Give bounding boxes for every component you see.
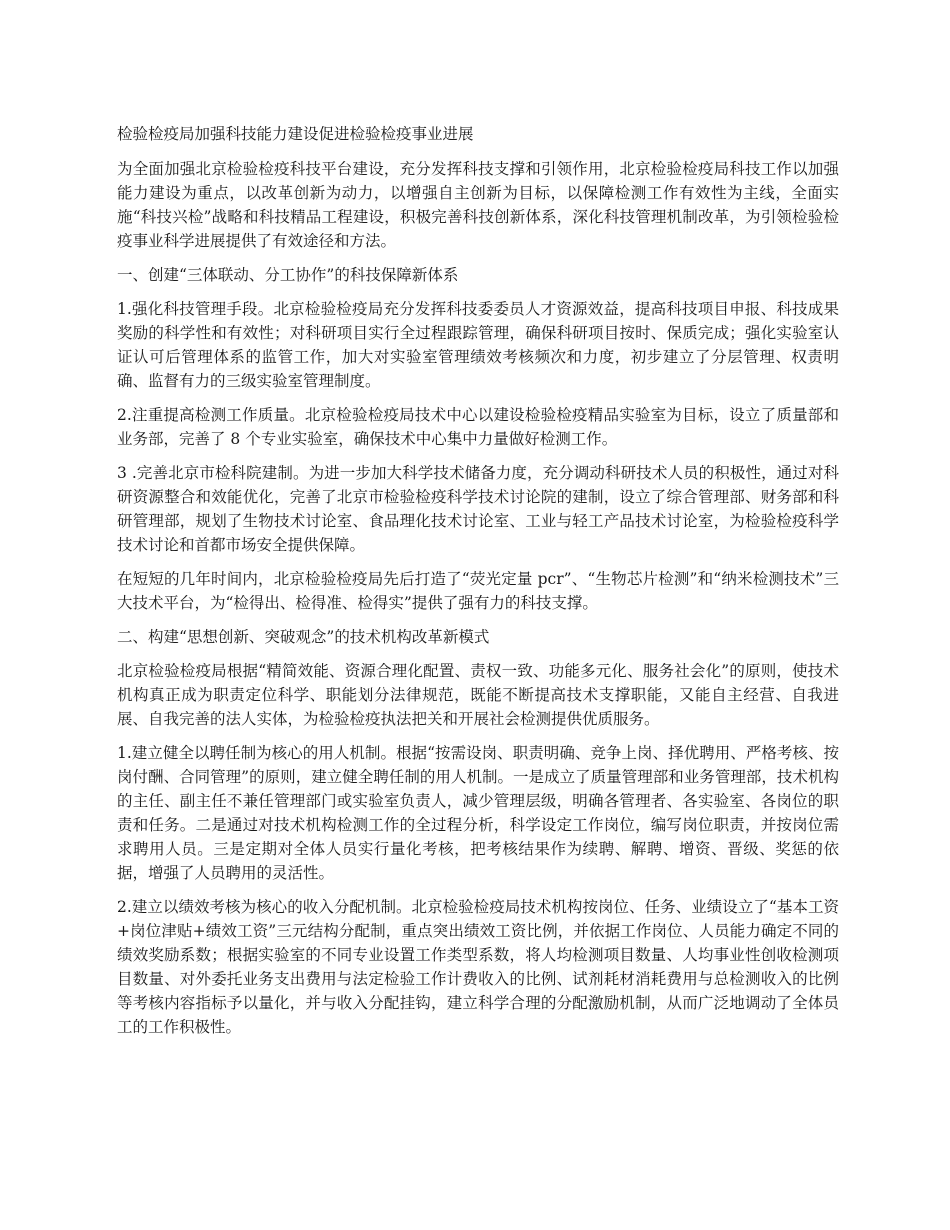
section-1-summary: 在短短的几年时间内，北京检验检疫局先后打造了“荧光定量 pcr”、“生物芯片检测”和“纳米检测技术”三大技术平台，为“检得出、检得准、检得实”提供了强有力的科技支撑。 — [117, 570, 839, 612]
document-title: 检验检疫局加强科技能力建设促进检验检疫事业进展 — [117, 125, 474, 143]
section-2-item-2: 2.建立以绩效考核为核心的收入分配机制。北京检验检疫局技术机构按岗位、任务、业绩设立了“基本工资+岗位津贴+绩效工资”三元结构分配制，重点突出绩效工资比例，并依据工作岗位、人员能力确定不同的绩效奖励系数；根据实验室的不同专业设置工作类型系数，将人均检测项目数量、人均事业性创收检测项目数量、对外委托业务支出费用与法定检验工作计费收入的比例、试剂耗材消耗费用与总检测收入的比例等考核内容指标予以量化，并与收入分配挂钩，建立科学合理的分配激励机制，从而广泛地调动了全体员工的工作积极性。 — [117, 898, 839, 1036]
section-1-item-1: 1.强化科技管理手段。北京检验检疫局充分发挥科技委委员人才资源效益，提高科技项目申报、科技成果奖励的科学性和有效性；对科研项目实行全过程跟踪管理，确保科研项目按时、保质完成；强化实验室认证认可后管理体系的监管工作，加大对实验室管理绩效考核频次和力度，初步建立了分层管理、权责明确、监督有力的三级实验室管理制度。 — [117, 300, 839, 390]
section-2-intro: 北京检验检疫局根据“精简效能、资源合理化配置、责权一致、功能多元化、服务社会化”的原则，使技术机构真正成为职责定位科学、职能划分法律规范，既能不断提高技术支撑职能，又能自主经营、自我进展、自我完善的法人实体，为检验检疫执法把关和开展社会检测提供优质服务。 — [117, 662, 839, 728]
section-1-item-2: 2.注重提高检测工作质量。北京检验检疫局技术中心以建设检验检疫精品实验室为目标，设立了质量部和业务部，完善了 8 个专业实验室，确保技术中心集中力量做好检测工作。 — [117, 406, 839, 448]
section-heading-2: 二、构建“思想创新、突破观念”的技术机构改革新模式 — [117, 628, 490, 646]
section-heading-1: 一、创建“三体联动、分工协作”的科技保障新体系 — [117, 266, 459, 284]
section-1-item-3: 3 .完善北京市检科院建制。为进一步加大科学技术储备力度，充分调动科研技术人员的积极性，通过对科研资源整合和效能优化，完善了北京市检验检疫科学技术讨论院的建制，设立了综合管理部、财务部和科研管理部，规划了生物技术讨论室、食品理化技术讨论室、工业与轻工产品技术讨论室，为检验检疫科学技术讨论和首都市场安全提供保障。 — [117, 464, 839, 554]
intro-paragraph: 为全面加强北京检验检疫科技平台建设，充分发挥科技支撑和引领作用，北京检验检疫局科技工作以加强能力建设为重点，以改革创新为动力，以增强自主创新为目标，以保障检测工作有效性为主线，全面实施“科技兴检”战略和科技精品工程建设，积极完善科技创新体系，深化科技管理机制改革，为引领检验检疫事业科学进展提供了有效途径和方法。 — [117, 160, 839, 250]
section-2-item-1: 1.建立健全以聘任制为核心的用人机制。根据“按需设岗、职责明确、竞争上岗、择优聘用、严格考核、按岗付酬、合同管理”的原则，建立健全聘任制的用人机制。一是成立了质量管理部和业务管理部，技术机构的主任、副主任不兼任管理部门或实验室负责人，减少管理层级，明确各管理者、各实验室、各岗位的职责和任务。二是通过对技术机构检测工作的全过程分析，科学设定工作岗位，编写岗位职责，并按岗位需求聘用人员。三是定期对全体人员实行量化考核，把考核结果作为续聘、解聘、增资、晋级、奖惩的依据，增强了人员聘用的灵活性。 — [117, 744, 839, 882]
document-page — [117, 122, 839, 1049]
